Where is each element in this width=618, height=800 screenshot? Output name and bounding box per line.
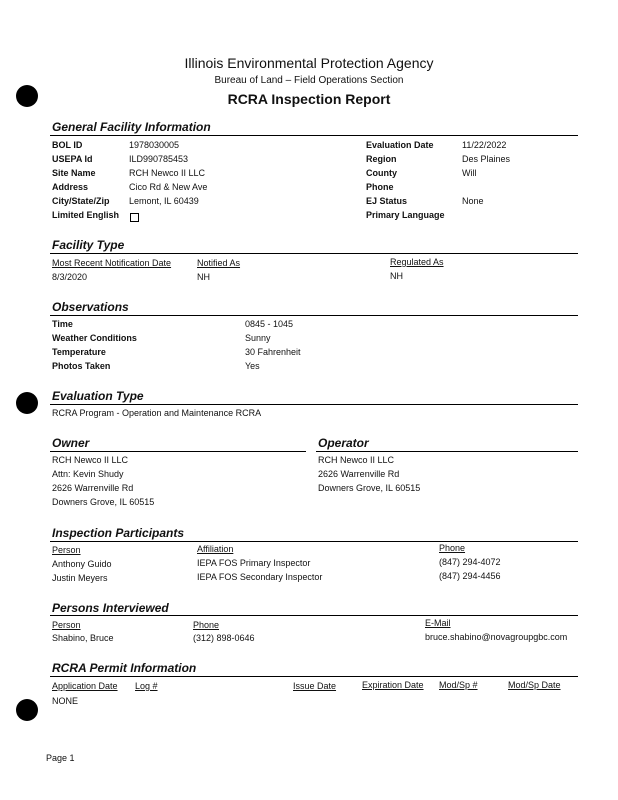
value-photos-taken: Yes <box>245 361 260 371</box>
section-rule-permit <box>50 676 578 677</box>
section-rule-interviewed <box>50 615 578 616</box>
value-county: Will <box>462 168 477 178</box>
bureau-name: Bureau of Land – Field Operations Section <box>214 75 404 86</box>
value-temperature: 30 Fahrenheit <box>245 347 301 357</box>
operator-line: Downers Grove, IL 60515 <box>318 483 421 493</box>
section-title-observations: Observations <box>52 300 129 314</box>
label-primary-language: Primary Language <box>366 210 445 220</box>
owner-line: Downers Grove, IL 60515 <box>52 497 155 507</box>
label-photos-taken: Photos Taken <box>52 361 111 371</box>
label-bol-id: BOL ID <box>52 140 83 150</box>
header-expiration-date: Expiration Date <box>362 680 424 690</box>
binder-hole-middle <box>16 392 38 414</box>
value-permit: NONE <box>52 696 79 706</box>
section-title-evaluation-type: Evaluation Type <box>52 389 144 403</box>
header-mod-sp-number: Mod/Sp # <box>439 680 478 690</box>
owner-line: 2626 Warrenville Rd <box>52 483 134 493</box>
value-ej-status: None <box>462 196 484 206</box>
label-limited-english: Limited English <box>52 210 120 220</box>
participant-person: Justin Meyers <box>52 573 108 583</box>
header-mod-sp-date: Mod/Sp Date <box>508 680 561 690</box>
interviewed-person: Shabino, Bruce <box>52 633 114 643</box>
binder-hole-bottom <box>16 699 38 721</box>
label-address: Address <box>52 182 89 192</box>
label-phone: Phone <box>366 182 394 192</box>
value-address: Cico Rd & New Ave <box>129 182 208 192</box>
report-title: RCRA Inspection Report <box>227 91 391 107</box>
interviewed-phone: (312) 898-0646 <box>193 633 255 643</box>
value-regulated-as: NH <box>390 271 403 281</box>
header-interviewed-phone: Phone <box>193 620 220 630</box>
label-ej-status: EJ Status <box>366 196 408 206</box>
label-city-state-zip: City/State/Zip <box>52 196 110 206</box>
section-rule-general <box>50 135 578 136</box>
value-time: 0845 - 1045 <box>245 319 294 329</box>
participant-phone: (847) 294-4456 <box>439 571 501 581</box>
section-title-facility-type: Facility Type <box>52 238 125 252</box>
section-rule-owner <box>50 451 306 452</box>
limited-english-checkbox <box>130 209 139 227</box>
label-usepa-id: USEPA Id <box>52 154 93 164</box>
header-affiliation: Affiliation <box>197 544 234 554</box>
interviewed-email: bruce.shabino@novagroupgbc.com <box>425 632 568 642</box>
section-title-operator: Operator <box>318 436 369 450</box>
participant-person: Anthony Guido <box>52 559 112 569</box>
value-evaluation-type: RCRA Program - Operation and Maintenance RCRA <box>52 408 262 418</box>
participant-affiliation: IEPA FOS Primary Inspector <box>197 558 311 568</box>
value-usepa-id: ILD990785453 <box>129 154 189 164</box>
value-site-name: RCH Newco II LLC <box>129 168 206 178</box>
section-rule-observations <box>50 315 578 316</box>
value-notification-date: 8/3/2020 <box>52 272 88 282</box>
header-application-date: Application Date <box>52 681 118 691</box>
label-region: Region <box>366 154 397 164</box>
header-interviewed-person: Person <box>52 620 81 630</box>
header-interviewed-email: E-Mail <box>425 618 451 628</box>
label-temperature: Temperature <box>52 347 106 357</box>
section-rule-participants <box>50 541 578 542</box>
header-regulated-as: Regulated As <box>390 257 444 267</box>
label-weather: Weather Conditions <box>52 333 137 343</box>
section-rule-facility-type <box>50 253 578 254</box>
section-rule-evaluation-type <box>50 404 578 405</box>
agency-name: Illinois Environmental Protection Agency <box>184 55 434 71</box>
owner-line: RCH Newco II LLC <box>52 455 129 465</box>
label-site-name: Site Name <box>52 168 96 178</box>
participant-affiliation: IEPA FOS Secondary Inspector <box>197 572 323 582</box>
value-notified-as: NH <box>197 272 210 282</box>
label-time: Time <box>52 319 73 329</box>
section-title-interviewed: Persons Interviewed <box>52 601 169 615</box>
owner-line: Attn: Kevin Shudy <box>52 469 124 479</box>
section-title-owner: Owner <box>52 436 90 450</box>
section-title-general: General Facility Information <box>52 120 211 134</box>
operator-line: 2626 Warrenville Rd <box>318 469 400 479</box>
header-notification-date: Most Recent Notification Date <box>52 258 172 268</box>
value-bol-id: 1978030005 <box>129 140 180 150</box>
operator-line: RCH Newco II LLC <box>318 455 395 465</box>
header-log-number: Log # <box>135 681 158 691</box>
header-phone: Phone <box>439 543 466 553</box>
value-weather: Sunny <box>245 333 271 343</box>
label-county: County <box>366 168 397 178</box>
participant-phone: (847) 294-4072 <box>439 557 501 567</box>
value-evaluation-date: 11/22/2022 <box>462 140 507 150</box>
value-region: Des Plaines <box>462 154 511 164</box>
page-number: Page 1 <box>46 753 75 763</box>
section-title-participants: Inspection Participants <box>52 526 185 540</box>
section-rule-operator <box>316 451 578 452</box>
header-notified-as: Notified As <box>197 258 241 268</box>
section-title-permit: RCRA Permit Information <box>52 661 197 675</box>
label-evaluation-date: Evaluation Date <box>366 140 434 150</box>
header-person: Person <box>52 545 81 555</box>
value-city-state-zip: Lemont, IL 60439 <box>129 196 199 206</box>
header-issue-date: Issue Date <box>293 681 337 691</box>
